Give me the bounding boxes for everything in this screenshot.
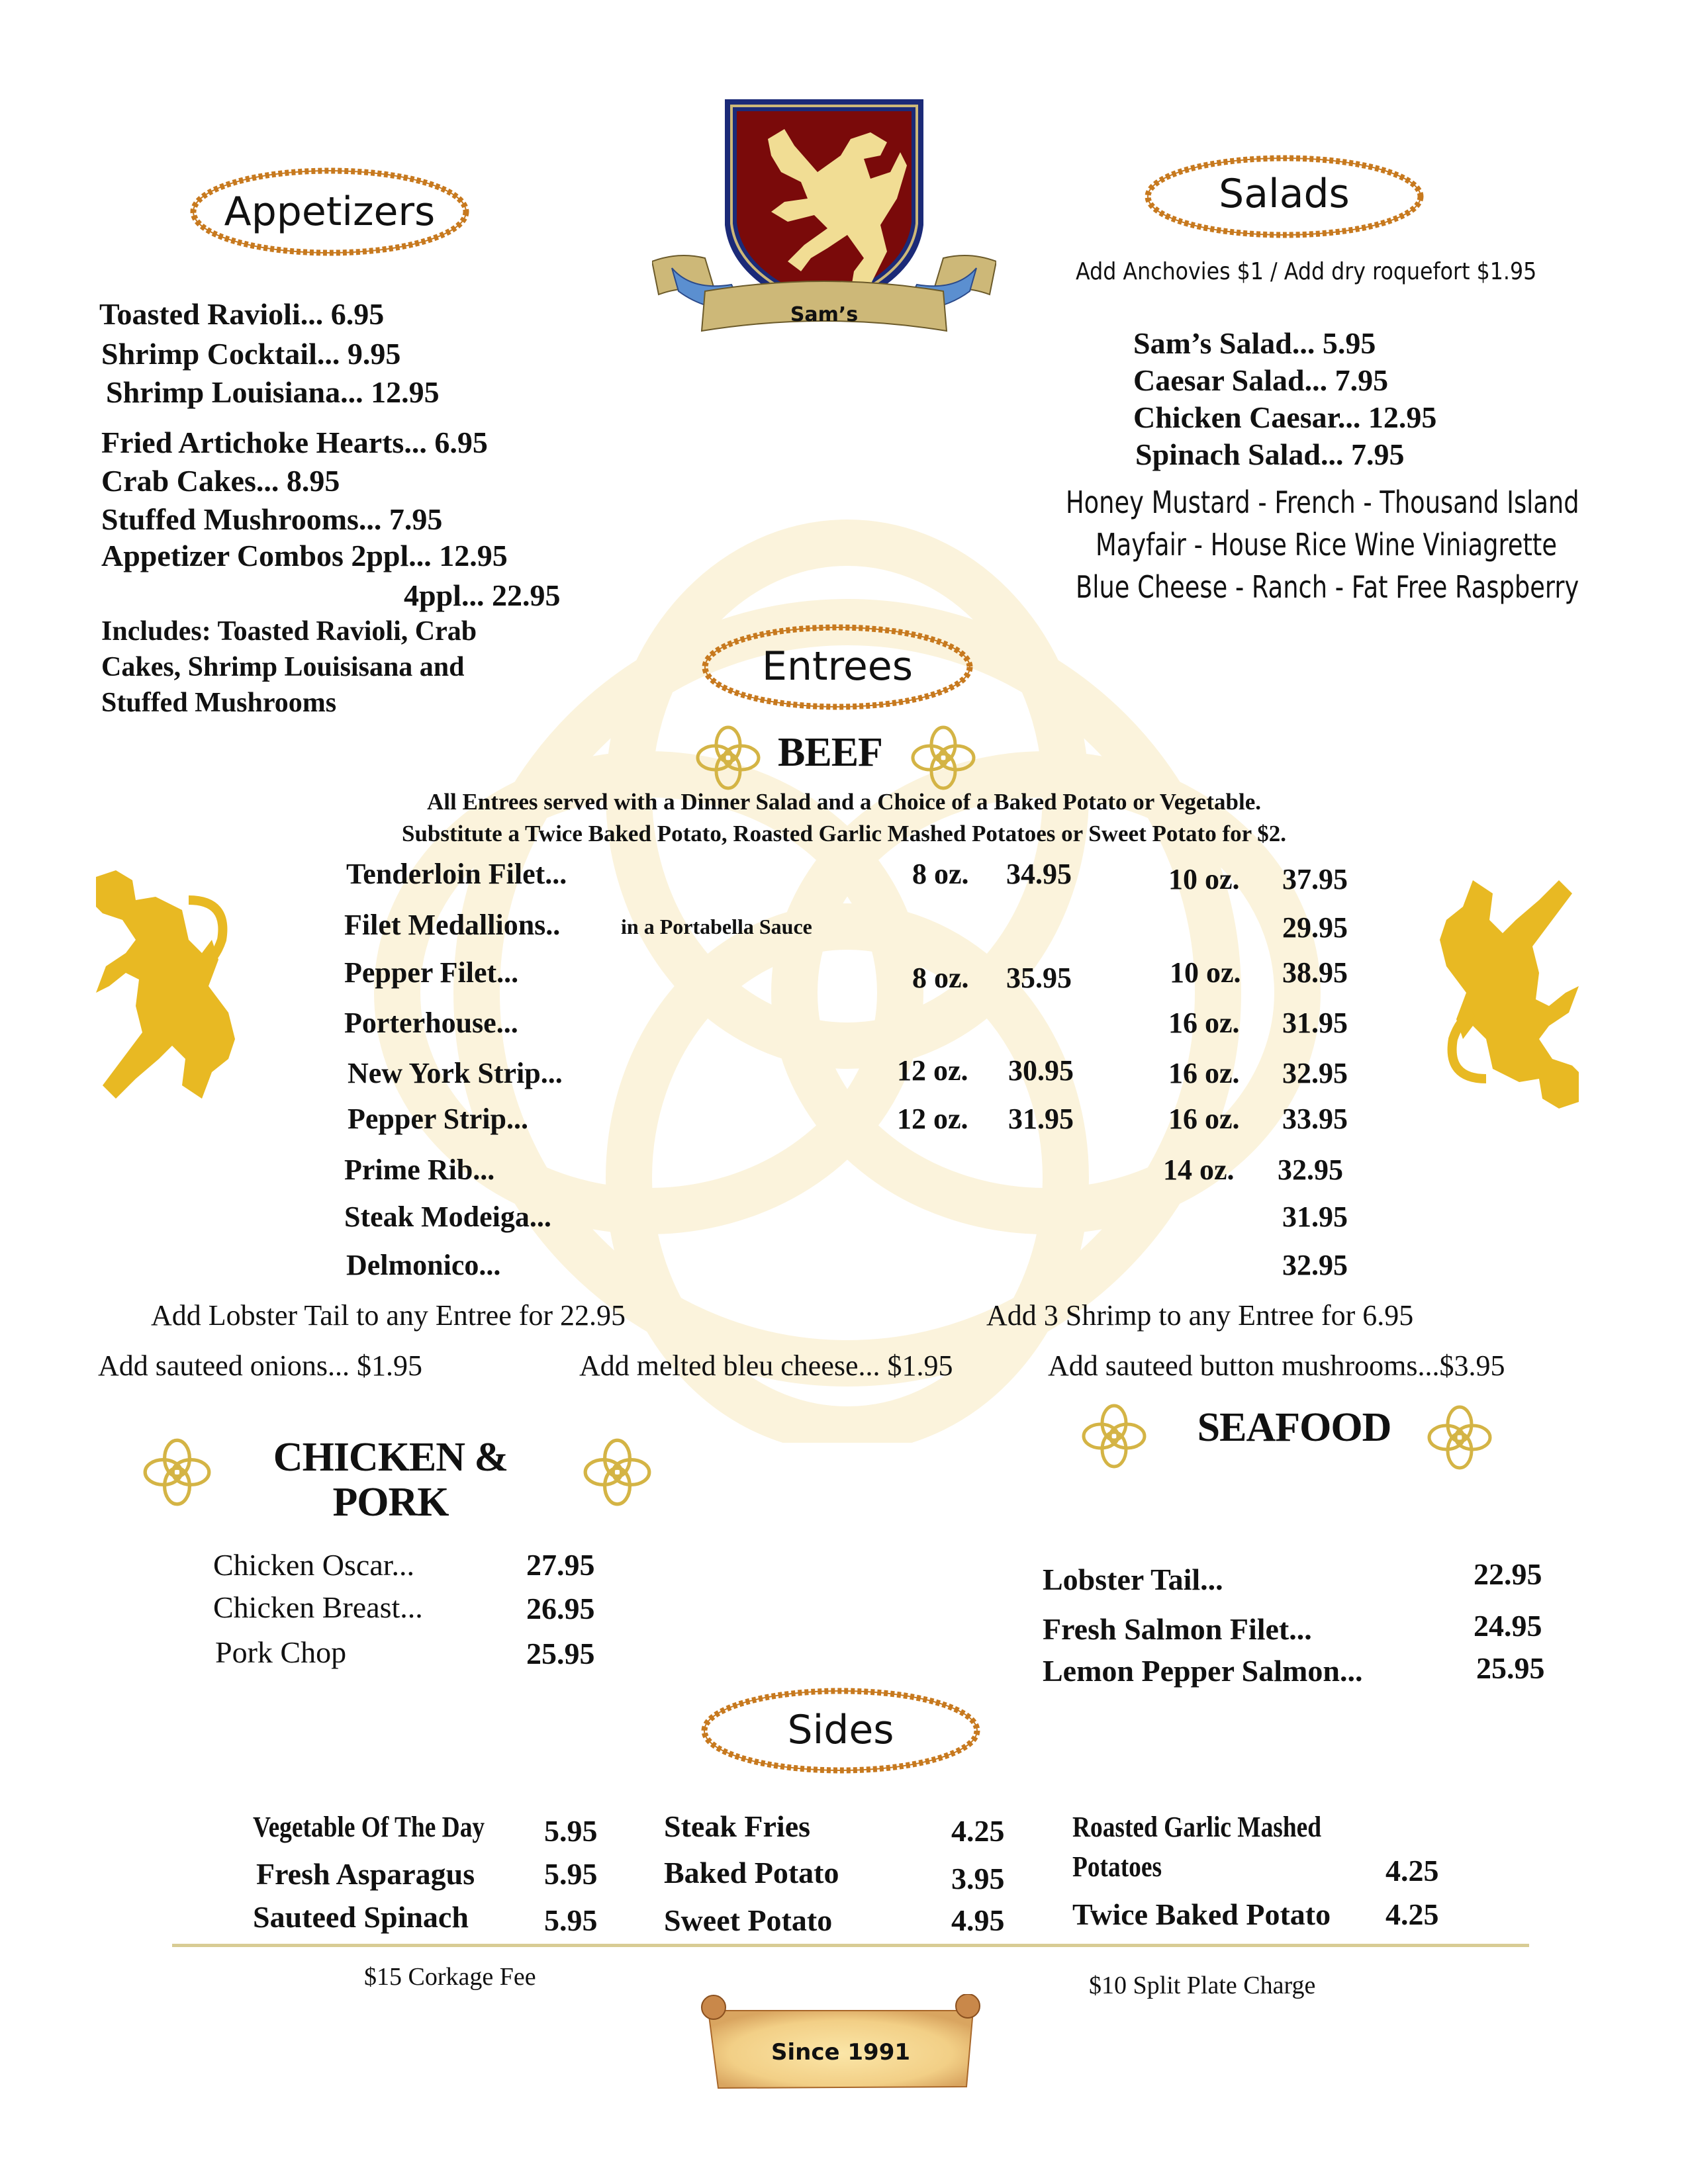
knot-ornament-icon [695,725,761,794]
appetizer-item: Appetizer Combos 2ppl... 12.95 [101,539,508,572]
beef-price-1: 34.95 [1006,858,1072,890]
side-item-name: Roasted Garlic Mashed [1072,1811,1322,1843]
chicken-pork-title-line1: CHICKEN & [273,1435,508,1480]
seafood-item-price: 25.95 [1476,1651,1545,1685]
knot-ornament-icon [142,1437,212,1510]
beef-item-name: Porterhouse... [344,1007,518,1039]
beef-size-2: 10 oz. [1170,956,1241,989]
entree-addon: Add sauteed button mushrooms...$3.95 [1048,1349,1505,1382]
combo-note: Cakes, Shrimp Louisisana and [101,652,465,682]
beef-size-1: 8 oz. [912,858,969,890]
chicken-pork-item-name: Chicken Oscar... [213,1548,415,1582]
side-item-price: 5.95 [544,1814,598,1848]
beef-item-name: Filet Medallions.. [344,909,561,941]
beef-price-1: 35.95 [1006,962,1072,994]
entrees-title: Entrees [762,643,913,690]
beef-price-2: 29.95 [1282,911,1348,944]
seafood-title: SEAFOOD [1197,1405,1391,1450]
chicken-pork-item-name: Chicken Breast... [213,1590,423,1624]
dressing-line: Mayfair - House Rice Wine Viniagrette [1096,527,1557,563]
beef-size-2: 10 oz. [1168,863,1240,895]
knot-ornament-icon [910,725,976,794]
knot-ornament-icon [1081,1403,1147,1473]
beef-price-2: 32.95 [1282,1057,1348,1089]
since-scroll-badge [695,1994,986,2093]
beef-price-2: 38.95 [1282,956,1348,989]
combo-note: Includes: Toasted Ravioli, Crab [101,616,477,647]
beef-price-2: 31.95 [1282,1007,1348,1039]
beef-price-2: 32.95 [1278,1154,1343,1186]
side-item-name-cont: Potatoes [1072,1850,1162,1883]
beef-item-name: Prime Rib... [344,1154,495,1186]
beef-size-2: 16 oz. [1168,1057,1240,1089]
knot-ornament-icon [1427,1404,1493,1474]
side-item-name: Vegetable Of The Day [253,1811,485,1843]
beef-row [0,857,1688,897]
entree-note: Substitute a Twice Baked Potato, Roasted Garlic Mashed Potatoes or Sweet Potato for $2. [401,821,1286,846]
appetizer-item: Shrimp Cocktail... 9.95 [101,337,401,371]
beef-row [0,1248,1688,1288]
side-item-price: 5.95 [544,1857,598,1891]
beef-row [0,908,1688,948]
beef-row [0,1054,1688,1093]
seafood-item-name: Lemon Pepper Salmon... [1043,1654,1363,1688]
seafood-item-name: Lobster Tail... [1043,1563,1223,1596]
beef-row [0,1102,1688,1142]
beef-row [0,1200,1688,1240]
side-item-name: Fresh Asparagus [256,1857,475,1891]
side-item-price: 4.25 [1385,1897,1439,1931]
side-item-name: Sweet Potato [664,1903,833,1937]
salads-header [1142,154,1427,240]
entree-addon: Add 3 Shrimp to any Entree for 6.95 [986,1299,1414,1332]
entree-addon: Add Lobster Tail to any Entree for 22.95 [151,1299,626,1332]
entree-addon: Add sauteed onions... $1.95 [98,1349,423,1382]
beef-size-1: 12 oz. [897,1054,968,1087]
salad-addons: Add Anchovies $1 / Add dry roquefort $1.95 [1076,258,1537,285]
beef-price-1: 31.95 [1008,1103,1074,1135]
footer-divider [172,1944,1529,1947]
entree-note: All Entrees served with a Dinner Salad and a Choice of a Baked Potato or Vegetable. [426,789,1262,815]
beef-row [0,956,1688,995]
beef-price-2: 33.95 [1282,1103,1348,1135]
beef-item-note: in a Portabella Sauce [621,915,812,938]
appetizer-item: Stuffed Mushrooms... 7.95 [101,502,443,536]
salad-item: Sam’s Salad... 5.95 [1133,326,1376,360]
entree-addon: Add melted bleu cheese... $1.95 [579,1349,953,1382]
side-item-price: 4.25 [951,1814,1005,1848]
chicken-pork-item-name: Pork Chop [215,1635,347,1669]
beef-price-2: 37.95 [1282,863,1348,895]
dressing-line: Honey Mustard - French - Thousand Island [1066,484,1579,520]
beef-item-name: Delmonico... [346,1249,501,1281]
entrees-header [698,621,976,713]
appetizer-item: 4ppl... 22.95 [404,578,561,612]
brand-name: Sam’s [790,303,859,326]
beef-size-2: 14 oz. [1163,1154,1235,1186]
dressing-line: Blue Cheese - Ranch - Fat Free Raspberry [1076,569,1579,605]
appetizer-item: Crab Cakes... 8.95 [101,464,340,498]
beef-size-2: 16 oz. [1168,1007,1240,1039]
beef-row [0,1153,1688,1193]
split-plate-charge: $10 Split Plate Charge [1089,1972,1316,1999]
appetizer-item: Fried Artichoke Hearts... 6.95 [101,426,488,459]
seafood-item-price: 22.95 [1474,1557,1542,1591]
appetizer-item: Shrimp Louisiana... 12.95 [106,375,440,409]
side-item-price: 4.95 [951,1903,1005,1937]
beef-price-1: 30.95 [1008,1054,1074,1087]
chicken-pork-title-line2: PORK [332,1480,449,1525]
beef-size-2: 16 oz. [1168,1103,1240,1135]
beef-item-name: Steak Modeiga... [344,1201,551,1233]
beef-item-name: New York Strip... [348,1057,563,1089]
seafood-item-name: Fresh Salmon Filet... [1043,1612,1312,1646]
salad-item: Spinach Salad... 7.95 [1135,437,1405,471]
chicken-pork-title [238,1435,543,1525]
appetizers-title: Appetizers [224,189,436,235]
knot-ornament-icon [583,1437,652,1510]
salad-item: Caesar Salad... 7.95 [1133,363,1389,397]
beef-price-2: 32.95 [1282,1249,1348,1281]
appetizer-item: Toasted Ravioli... 6.95 [99,297,385,331]
beef-item-name: Tenderloin Filet... [346,858,567,890]
side-item-name: Twice Baked Potato [1072,1897,1331,1931]
chicken-pork-item-price: 25.95 [526,1637,595,1670]
salads-title: Salads [1219,171,1350,217]
side-item-name: Steak Fries [664,1809,811,1843]
since-text: Since 1991 [771,2039,911,2066]
combo-note: Stuffed Mushrooms [101,688,337,718]
side-item-name: Baked Potato [664,1856,839,1889]
beef-size-1: 12 oz. [897,1103,968,1135]
side-item-price: 4.25 [1385,1854,1439,1888]
chicken-pork-item-price: 27.95 [526,1548,595,1582]
sides-header [698,1684,983,1777]
corkage-fee: $15 Corkage Fee [364,1963,536,1991]
beef-row [0,1006,1688,1046]
appetizers-header [187,165,472,258]
beef-item-name: Pepper Strip... [348,1103,528,1135]
beef-price-2: 31.95 [1282,1201,1348,1233]
side-item-price: 5.95 [544,1903,598,1937]
salad-item: Chicken Caesar... 12.95 [1133,400,1437,434]
side-item-name: Sauteed Spinach [253,1900,469,1934]
chicken-pork-item-price: 26.95 [526,1592,595,1625]
beef-title: BEEF [778,730,882,775]
side-item-price: 3.95 [951,1862,1005,1895]
beef-size-1: 8 oz. [912,962,969,994]
seafood-item-price: 24.95 [1474,1609,1542,1643]
beef-item-name: Pepper Filet... [344,956,519,989]
sides-title: Sides [787,1707,894,1753]
sams-crest-logo [652,93,996,344]
